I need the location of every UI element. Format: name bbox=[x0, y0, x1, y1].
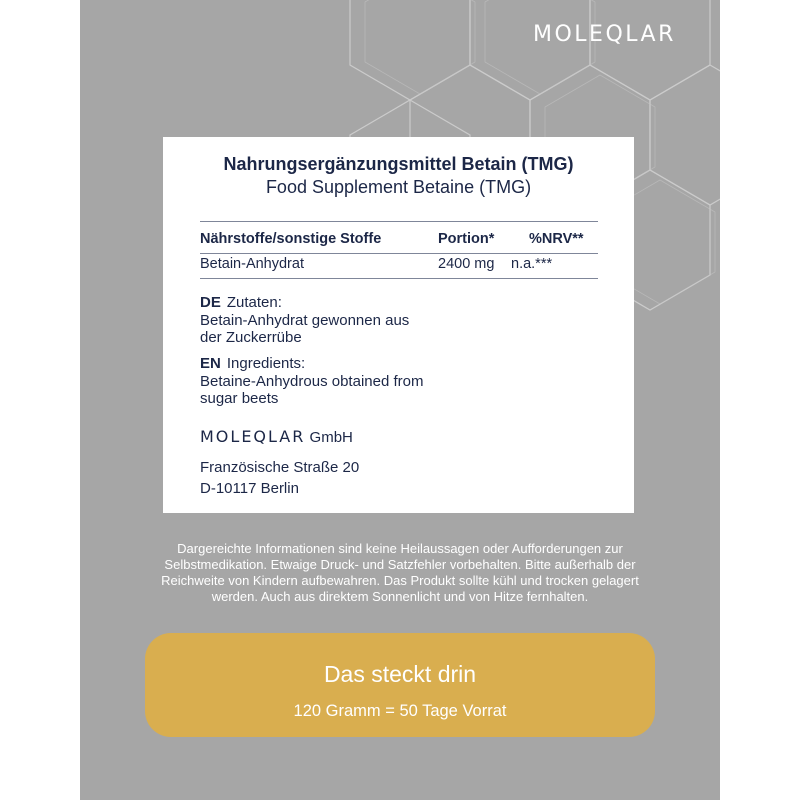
table-header-nutrients: Nährstoffe/sonstige Stoffe bbox=[200, 231, 382, 247]
disclaimer-line2: Selbstmedikation. Etwaige Druck- und Satzfehler vorbehalten. Bitte außerhalb der bbox=[164, 557, 636, 572]
product-title-en: Food Supplement Betaine (TMG) bbox=[265, 177, 532, 197]
disclaimer-line3: Reichweite von Kindern aufbewahren. Das Produkt sollte kühl und trocken gelagert bbox=[161, 573, 639, 588]
table-header-portion: Portion* bbox=[438, 231, 495, 247]
disclaimer-line1: Dargereichte Informationen sind keine Heilaussagen oder Aufforderungen zur bbox=[177, 541, 623, 556]
ingredients-en-line2: sugar beets bbox=[200, 390, 279, 407]
company-address bbox=[200, 457, 359, 499]
ingredients-de-line1: Betain-Anhydrat gewonnen aus bbox=[200, 311, 410, 329]
promo-subtitle: 120 Gramm = 50 Tage Vorrat bbox=[293, 702, 507, 720]
ingredients-en-label: Ingredients: bbox=[226, 355, 306, 372]
table-header-nrv: %NRV** bbox=[529, 231, 584, 247]
ingredients-en-line1: Betaine-Anhydrous obtained from bbox=[200, 372, 424, 390]
address-street: Französische Straße 20 bbox=[200, 459, 360, 476]
company-suffix: GmbH bbox=[309, 429, 353, 446]
label-card bbox=[163, 137, 634, 513]
ingredients-en bbox=[200, 355, 423, 408]
disclaimer-line4: werden. Auch aus direktem Sonnenlicht und von Hitze fernhalten. bbox=[211, 589, 589, 604]
company-logo: MOLEQLAR bbox=[200, 427, 306, 446]
disclaimer-text bbox=[120, 541, 680, 605]
ingredients-de-line2: der Zuckerrübe bbox=[200, 329, 302, 346]
promo-banner bbox=[145, 633, 655, 737]
company-name bbox=[200, 427, 353, 446]
table-cell-portion: 2400 mg bbox=[438, 256, 495, 272]
promo-title: Das steckt drin bbox=[323, 661, 477, 687]
brand-logo: MOLEQLAR bbox=[533, 22, 676, 47]
table-rule-top bbox=[200, 221, 598, 222]
table-rule-mid bbox=[200, 253, 598, 254]
ingredients-de bbox=[200, 294, 409, 347]
address-city: D-10117 Berlin bbox=[200, 480, 299, 497]
product-title-de: Nahrungsergänzungsmittel Betain (TMG) bbox=[223, 154, 574, 174]
table-rule-bottom bbox=[200, 278, 598, 279]
lang-code-en: EN bbox=[200, 355, 221, 372]
table-cell-substance: Betain-Anhydrat bbox=[200, 256, 304, 272]
table-cell-nrv: n.a.*** bbox=[511, 256, 553, 272]
lang-code-de: DE bbox=[200, 294, 221, 311]
ingredients-de-label: Zutaten: bbox=[226, 294, 282, 311]
